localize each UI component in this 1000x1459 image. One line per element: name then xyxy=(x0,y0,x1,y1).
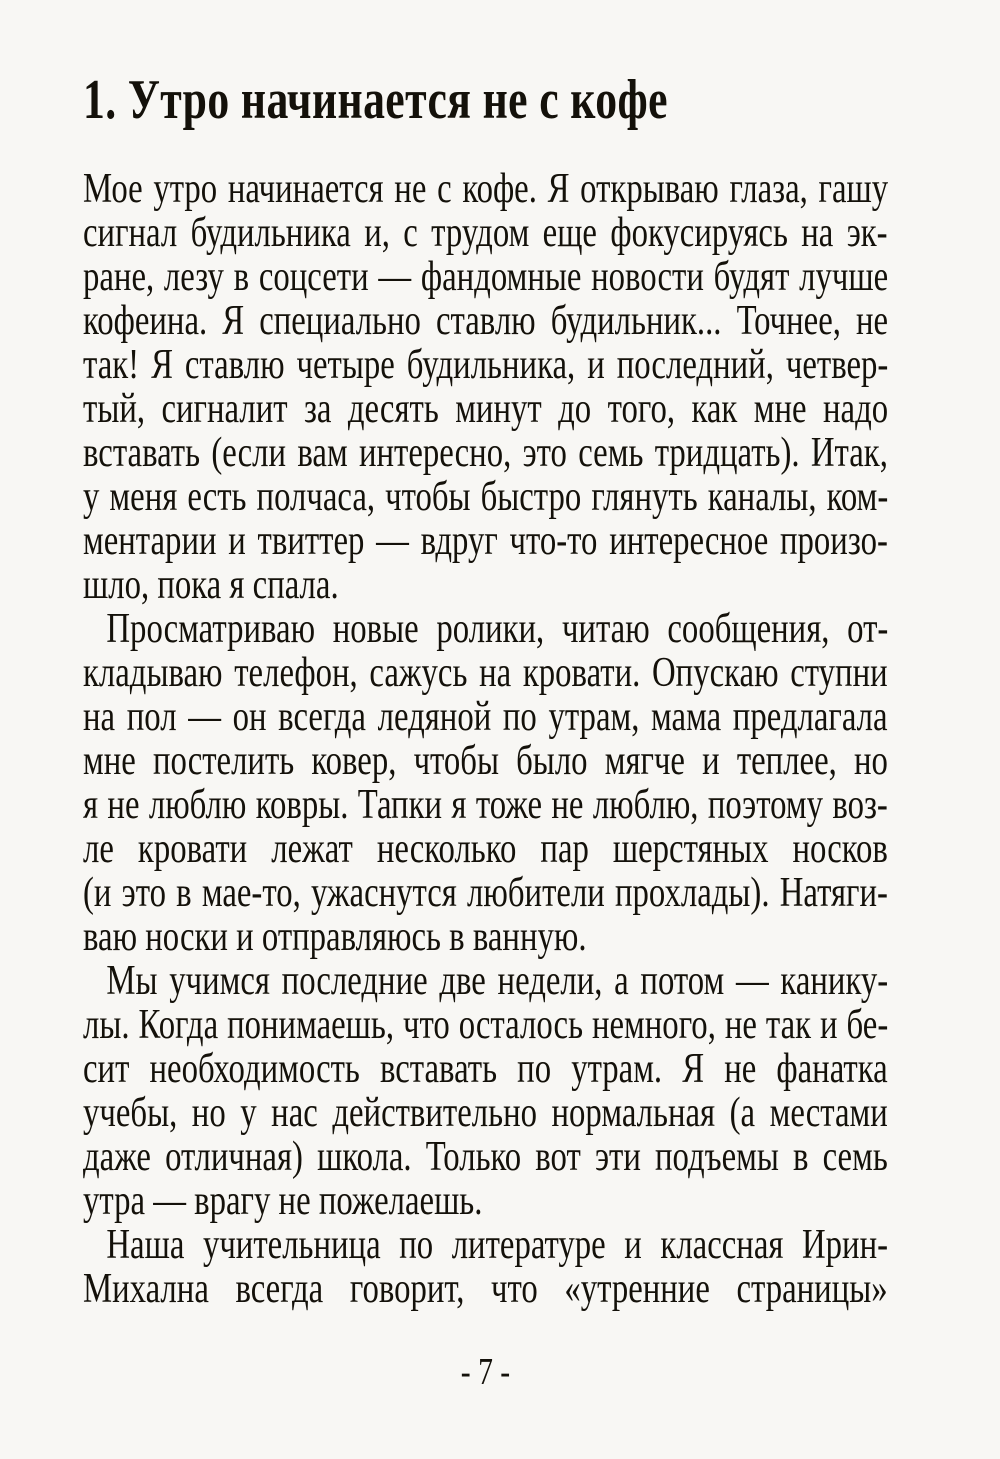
text-line: кофеина. Я специально ставлю будильник... Точнее, не xyxy=(83,298,889,344)
text-line: даже отличная) школа. Только вот эти подъемы в семь xyxy=(83,1134,888,1180)
text-line: у меня есть полчаса, чтобы быстро глянуть каналы, ком- xyxy=(83,474,889,520)
text-line: я не люблю ковры. Тапки я тоже не люблю, поэтому воз- xyxy=(83,782,888,828)
paragraph xyxy=(83,607,888,959)
page-number: - 7 - xyxy=(460,1351,511,1393)
text-line: ране, лезу в соцсети — фандомные новости будят лучше xyxy=(83,254,889,300)
paragraph xyxy=(83,959,888,1223)
paragraph xyxy=(83,167,888,607)
text-line: мне постелить ковер, чтобы было мягче и теплее, но xyxy=(83,738,888,784)
text-line: Наша учительница по литературе и классная Ирин- xyxy=(106,1222,889,1268)
text-line: Мы учимся последние две недели, а потом — канику- xyxy=(106,958,889,1004)
text-line: вставать (если вам интересно, это семь тридцать). Итак, xyxy=(83,430,888,476)
text-line: утра — врагу не пожелаешь. xyxy=(83,1178,483,1224)
text-line: сит необходимость вставать по утрам. Я не фанатка xyxy=(83,1046,888,1092)
text-line: шло, пока я спала. xyxy=(83,562,339,608)
paragraph xyxy=(83,1223,888,1311)
text-line: (и это в мае-то, ужаснутся любители прохлады). Натяги- xyxy=(83,870,888,916)
body-text xyxy=(83,167,888,1311)
text-line: ваю носки и отправляюсь в ванную. xyxy=(83,914,587,960)
text-line: ле кровати лежат несколько пар шерстяных носков xyxy=(83,826,888,872)
text-line: учебы, но у нас действительно нормальная (а местами xyxy=(83,1090,888,1136)
chapter-heading: 1. Утро начинается не с кофе xyxy=(83,69,668,131)
text-line: тый, сигналит за десять минут до того, как мне надо xyxy=(83,386,889,432)
text-line: Михална всегда говорит, что «утренние страницы» xyxy=(83,1266,888,1312)
text-line: ментарии и твиттер — вдруг что-то интересное произо- xyxy=(83,518,888,564)
text-line: так! Я ставлю четыре будильника, и последний, четвер- xyxy=(83,342,889,388)
text-line: Просматриваю новые ролики, читаю сообщения, от- xyxy=(106,606,889,652)
text-line: Мое утро начинается не с кофе. Я открываю глаза, гашу xyxy=(83,166,889,212)
text-line: сигнал будильника и, с трудом еще фокусируясь на эк- xyxy=(83,210,888,256)
text-block xyxy=(83,69,889,1402)
text-line: кладываю телефон, сажусь на кровати. Опускаю ступни xyxy=(83,650,888,696)
text-line: на пол — он всегда ледяной по утрам, мама предлагала xyxy=(83,694,888,740)
text-line: лы. Когда понимаешь, что осталось немного, не так и бе- xyxy=(83,1002,889,1048)
